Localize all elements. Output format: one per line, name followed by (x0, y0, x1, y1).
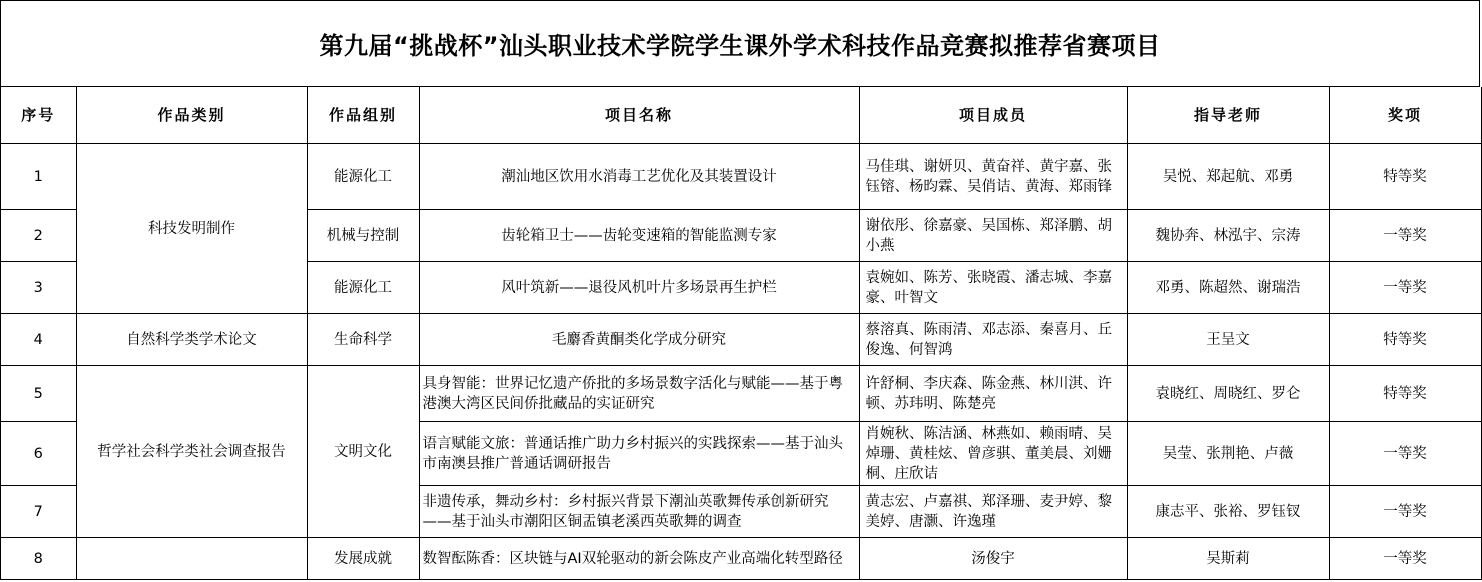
header-advisor: 指导老师 (1127, 87, 1329, 144)
title-row (1, 1, 1480, 87)
table-row (1, 314, 1481, 366)
header-members: 项目成员 (859, 87, 1127, 144)
cell-index: 3 (1, 262, 76, 314)
cell-group: 文明文化 (307, 366, 419, 538)
cell-group: 生命科学 (307, 314, 419, 366)
cell-advisor: 袁晓红、周晓红、罗仑 (1127, 366, 1329, 422)
header-name: 项目名称 (419, 87, 859, 144)
cell-award: 特等奖 (1329, 144, 1481, 210)
cell-name: 数智酝陈香：区块链与AI双轮驱动的新会陈皮产业高端化转型路径 (419, 538, 859, 580)
cell-category: 哲学社会科学类社会调查报告 (76, 366, 307, 538)
cell-award: 一等奖 (1329, 486, 1481, 538)
header-row (1, 87, 1481, 144)
cell-members: 肖婉秋、陈洁涵、林燕如、赖雨晴、吴焯珊、黄桂炫、曾彦骐、董美晨、刘姗桐、庄欣诘 (859, 422, 1127, 486)
cell-index: 2 (1, 210, 76, 262)
header-award: 奖项 (1329, 87, 1481, 144)
cell-award: 一等奖 (1329, 262, 1481, 314)
cell-name: 具身智能：世界记忆遗产侨批的多场景数字活化与赋能——基于粤港澳大湾区民间侨批藏品的实证研究 (419, 366, 859, 422)
cell-group: 机械与控制 (307, 210, 419, 262)
cell-index: 4 (1, 314, 76, 366)
cell-members: 许舒桐、李庆森、陈金燕、林川淇、许顿、苏玮明、陈楚亮 (859, 366, 1127, 422)
cell-members: 袁婉如、陈芳、张晓霞、潘志城、李嘉豪、叶智文 (859, 262, 1127, 314)
cell-name: 非遗传承，舞动乡村：乡村振兴背景下潮汕英歌舞传承创新研究——基于汕头市潮阳区铜盂镇老溪西英歌舞的调查 (419, 486, 859, 538)
cell-name: 风叶筑新——退役风机叶片多场景再生护栏 (419, 262, 859, 314)
cell-award: 特等奖 (1329, 366, 1481, 422)
cell-advisor: 王呈文 (1127, 314, 1329, 366)
header-group: 作品组别 (307, 87, 419, 144)
page-title: 第九届“挑战杯”汕头职业技术学院学生课外学术科技作品竞赛拟推荐省赛项目 (319, 32, 1161, 60)
cell-category-empty (76, 538, 307, 580)
cell-award: 一等奖 (1329, 538, 1481, 580)
cell-members: 汤俊宇 (859, 538, 1127, 580)
header-index: 序号 (1, 87, 76, 144)
cell-category: 自然科学类学术论文 (76, 314, 307, 366)
header-category: 作品类别 (76, 87, 307, 144)
cell-index: 1 (1, 144, 76, 210)
table-row (1, 144, 1481, 210)
cell-group: 能源化工 (307, 144, 419, 210)
cell-index: 5 (1, 366, 76, 422)
cell-group: 能源化工 (307, 262, 419, 314)
cell-award: 一等奖 (1329, 210, 1481, 262)
cell-award: 一等奖 (1329, 422, 1481, 486)
cell-members: 黄志宏、卢嘉祺、郑泽珊、麦尹婷、黎美婷、唐灏、许逸瑾 (859, 486, 1127, 538)
cell-advisor: 吴莹、张荆艳、卢薇 (1127, 422, 1329, 486)
cell-group: 发展成就 (307, 538, 419, 580)
cell-award: 特等奖 (1329, 314, 1481, 366)
cell-name: 齿轮箱卫士——齿轮变速箱的智能监测专家 (419, 210, 859, 262)
cell-advisor: 魏协奔、林泓宇、宗涛 (1127, 210, 1329, 262)
cell-advisor: 邓勇、陈超然、谢瑞浩 (1127, 262, 1329, 314)
cell-advisor: 吴悦、郑起航、邓勇 (1127, 144, 1329, 210)
cell-members: 马佳琪、谢妍贝、黄奋祥、黄宇嘉、张钰镕、杨昀霖、吴俏诘、黄海、郑雨锋 (859, 144, 1127, 210)
cell-index: 7 (1, 486, 76, 538)
cell-index: 8 (1, 538, 76, 580)
cell-name: 语言赋能文旅：普通话推广助力乡村振兴的实践探索——基于汕头市南澳县推广普通话调研报告 (419, 422, 859, 486)
cell-name: 毛麝香黄酮类化学成分研究 (419, 314, 859, 366)
cell-members: 谢依彤、徐嘉豪、吴国栋、郑泽鹏、胡小燕 (859, 210, 1127, 262)
cell-advisor: 康志平、张裕、罗钰钗 (1127, 486, 1329, 538)
cell-index: 6 (1, 422, 76, 486)
cell-advisor: 吴斯莉 (1127, 538, 1329, 580)
cell-name: 潮汕地区饮用水消毒工艺优化及其装置设计 (419, 144, 859, 210)
table-row (1, 366, 1481, 422)
cell-members: 蔡溶真、陈雨清、邓志添、秦喜月、丘俊逸、何智鸿 (859, 314, 1127, 366)
cell-category: 科技发明制作 (76, 144, 307, 314)
projects-table (1, 87, 1482, 580)
table-row (1, 538, 1481, 580)
